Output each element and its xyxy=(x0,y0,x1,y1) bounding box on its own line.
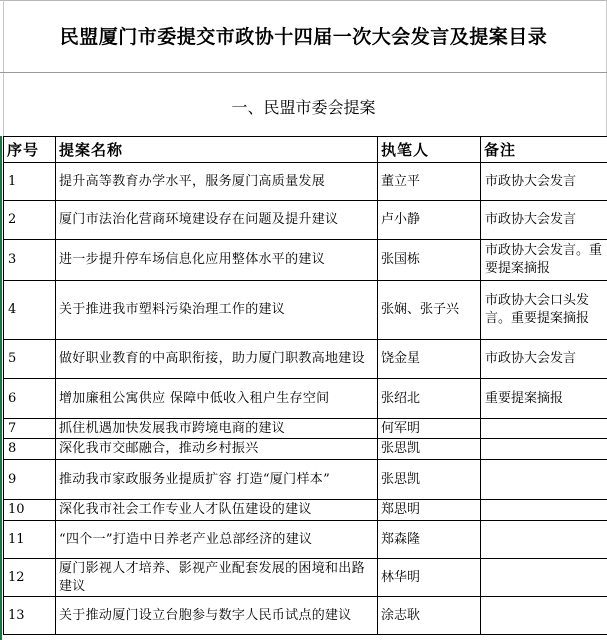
proposal-table xyxy=(3,136,607,635)
cell-name: 增加廉租公寓供应 保障中低收入租户生存空间 xyxy=(56,379,378,419)
cell-note: 市政协大会发言 xyxy=(481,163,607,201)
cell-author: 张绍北 xyxy=(378,379,481,419)
cell-name: 深化我市社会工作专业人才队伍建设的建议 xyxy=(56,500,378,521)
table-row xyxy=(4,340,607,379)
table-row xyxy=(4,559,607,597)
table-row xyxy=(4,439,607,460)
cell-author: 郑森隆 xyxy=(378,521,481,559)
cell-name: 关于推动厦门设立台胞参与数字人民币试点的建议 xyxy=(56,597,378,635)
cell-no: 3 xyxy=(4,240,56,281)
cell-name: 提升高等教育办学水平，服务厦门高质量发展 xyxy=(56,163,378,201)
cell-no: 12 xyxy=(4,559,56,597)
cell-name: 关于推进我市塑料污染治理工作的建议 xyxy=(56,281,378,340)
cell-no: 4 xyxy=(4,281,56,340)
cell-no: 2 xyxy=(4,201,56,240)
cell-no: 10 xyxy=(4,500,56,521)
cell-note xyxy=(481,559,607,597)
cell-author: 董立平 xyxy=(378,163,481,201)
cell-author: 卢小静 xyxy=(378,201,481,240)
table-row xyxy=(4,240,607,281)
cell-note: 市政协大会发言。重要提案摘报 xyxy=(481,240,607,281)
cell-author: 张思凯 xyxy=(378,460,481,500)
header-no: 序号 xyxy=(4,137,56,163)
sheet-top-gridline xyxy=(0,0,607,1)
cell-name: 抓住机遇加快发展我市跨境电商的建议 xyxy=(56,419,378,439)
title-divider xyxy=(0,72,607,73)
document-title: 民盟厦门市委提交市政协十四届一次大会发言及提案目录 xyxy=(59,26,548,48)
cell-no: 13 xyxy=(4,597,56,635)
table-header-row xyxy=(4,137,607,163)
table-row xyxy=(4,379,607,419)
cell-note: 市政协大会发言 xyxy=(481,201,607,240)
cell-no: 7 xyxy=(4,419,56,439)
cell-author: 郑思明 xyxy=(378,500,481,521)
cell-author: 饶金星 xyxy=(378,340,481,379)
table-row xyxy=(4,597,607,635)
cell-no: 8 xyxy=(4,439,56,460)
cell-no: 1 xyxy=(4,163,56,201)
cell-author: 张娴、张子兴 xyxy=(378,281,481,340)
cell-no: 6 xyxy=(4,379,56,419)
cell-author: 林华明 xyxy=(378,559,481,597)
cell-author: 张思凯 xyxy=(378,439,481,460)
section-heading: 一、民盟市委会提案 xyxy=(231,98,376,117)
cell-name: 推动我市家政服务业提质扩容 打造“厦门样本” xyxy=(56,460,378,500)
cell-no: 9 xyxy=(4,460,56,500)
cell-note xyxy=(481,500,607,521)
cell-note xyxy=(481,439,607,460)
cell-note xyxy=(481,460,607,500)
table-row xyxy=(4,163,607,201)
sheet-edge-marker xyxy=(0,136,2,640)
table-row xyxy=(4,521,607,559)
cell-note xyxy=(481,597,607,635)
cell-note xyxy=(481,419,607,439)
table-row xyxy=(4,419,607,439)
cell-note: 市政协大会发言 xyxy=(481,340,607,379)
cell-no: 11 xyxy=(4,521,56,559)
table-row xyxy=(4,500,607,521)
header-note: 备注 xyxy=(481,137,607,163)
cell-name: 厦门市法治化营商环境建设存在问题及提升建议 xyxy=(56,201,378,240)
cell-name: 做好职业教育的中高职衔接，助力厦门职教高地建设 xyxy=(56,340,378,379)
table-row xyxy=(4,281,607,340)
table-row xyxy=(4,460,607,500)
cell-author: 涂志耿 xyxy=(378,597,481,635)
cell-no: 5 xyxy=(4,340,56,379)
table-row xyxy=(4,201,607,240)
cell-name: “四个一”打造中日养老产业总部经济的建议 xyxy=(56,521,378,559)
cell-note: 市政协大会口头发言。重要提案摘报 xyxy=(481,281,607,340)
cell-author: 张国栋 xyxy=(378,240,481,281)
cell-note: 重要提案摘报 xyxy=(481,379,607,419)
cell-note xyxy=(481,521,607,559)
cell-name: 进一步提升停车场信息化应用整体水平的建议 xyxy=(56,240,378,281)
header-name: 提案名称 xyxy=(56,137,378,163)
cell-author: 何军明 xyxy=(378,419,481,439)
cell-name: 深化我市交邮融合，推动乡村振兴 xyxy=(56,439,378,460)
header-author: 执笔人 xyxy=(378,137,481,163)
cell-name: 厦门影视人才培养、影视产业配套发展的困境和出路建议 xyxy=(56,559,378,597)
